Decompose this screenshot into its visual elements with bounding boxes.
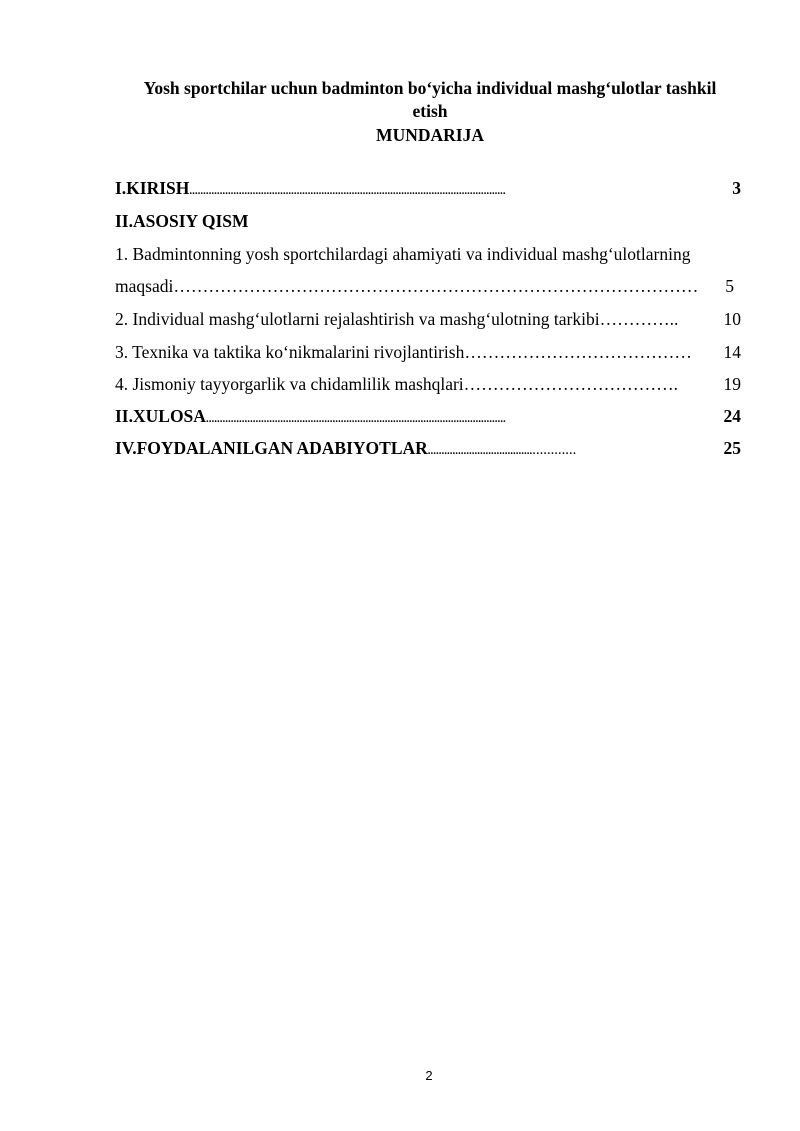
document-title-line-2: etish <box>412 101 448 121</box>
toc-entry-1-line-1 <box>115 243 741 265</box>
toc-page-number: 5 <box>725 276 734 296</box>
toc-entry-label: II.XULOSA <box>115 406 206 426</box>
toc-entry-label: 1. Badmintonning yosh sportchilardagi ahamiyati va individual mashg‘ulotlarning <box>115 244 691 264</box>
toc-leader-dots: ………………………………… <box>464 342 692 362</box>
toc-leader-dots: ................................................................................................................... <box>189 185 506 197</box>
toc-leader-dots: ………………………………. <box>463 374 679 394</box>
toc-entry-label: I.KIRISH <box>115 178 190 198</box>
toc-heading: MUNDARIJA <box>376 125 484 145</box>
toc-entry-label: 4. Jismoniy tayyorgarlik va chidamlilik mashqlari <box>115 374 464 394</box>
toc-entry-4 <box>115 373 741 395</box>
toc-entry-label: IV.FOYDALANILGAN ADABIYOTLAR <box>115 438 428 458</box>
toc-section-asosiy-qism <box>115 210 741 232</box>
toc-entry-label: maqsadi <box>115 276 174 296</box>
toc-entry-2 <box>115 308 741 330</box>
toc-entry-label: 3. Texnika va taktika ko‘nikmalarini rivojlantirish <box>115 342 465 362</box>
toc-entry-xulosa <box>115 405 741 430</box>
toc-entry-3 <box>115 341 741 363</box>
toc-page-number: 10 <box>723 309 741 329</box>
toc-leader-dots: ………….. <box>599 309 679 329</box>
page-number: 2 <box>425 1068 433 1083</box>
toc-page-number: 24 <box>723 406 741 426</box>
toc-leader-dots: ......................................………… <box>427 445 577 457</box>
toc-entry-label: 2. Individual mashg‘ulotlarni rejalashtirish va mashg‘ulotning tarkibi <box>115 309 600 329</box>
toc-entry-adabiyotlar <box>115 437 741 462</box>
toc-page-number: 19 <box>723 374 741 394</box>
toc-page-number: 3 <box>732 178 741 198</box>
toc-page-number: 25 <box>723 438 741 458</box>
toc-entry-kirish <box>115 177 741 202</box>
toc-entry-label: II.ASOSIY QISM <box>115 211 249 231</box>
toc-entry-1-line-2 <box>115 275 734 297</box>
toc-leader-dots: ............................................................................................................. <box>205 413 506 425</box>
toc-page-number: 14 <box>723 342 741 362</box>
document-title-line-1: Yosh sportchilar uchun badminton bo‘yicha individual mashg‘ulotlar tashkil <box>143 78 717 98</box>
toc-leader-dots: ……………………………………………………………………………… <box>173 276 699 296</box>
